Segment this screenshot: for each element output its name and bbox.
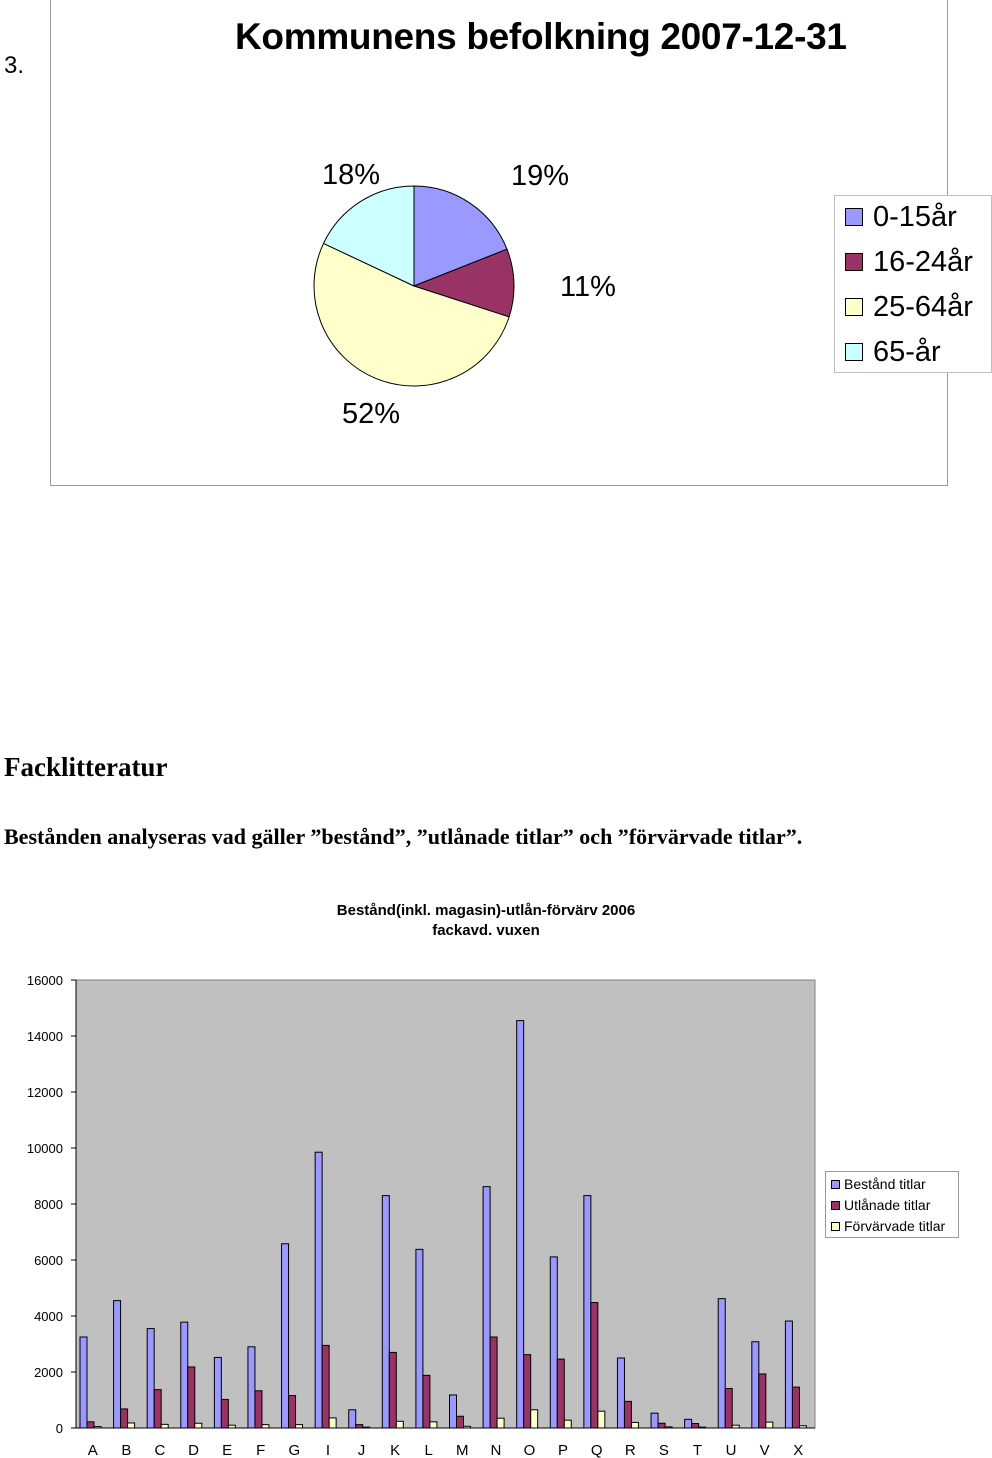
bar-A-Förvärvade titlar: [94, 1427, 101, 1428]
y-tick-label: 10000: [26, 1141, 63, 1156]
bar-V-Utlånade titlar: [759, 1374, 766, 1428]
y-tick-label: 2000: [34, 1365, 63, 1380]
pie-legend-item: [845, 245, 973, 279]
bar-S-Bestånd titlar: [651, 1413, 658, 1428]
bar-B-Bestånd titlar: [114, 1301, 121, 1428]
x-tick-label: U: [725, 1442, 737, 1458]
bar-chart-title-line: Bestånd(inkl. magasin)-utlån-förvärv 2006: [336, 902, 636, 919]
bar-J-Förvärvade titlar: [363, 1427, 370, 1428]
bar-R-Utlånade titlar: [624, 1401, 631, 1428]
bar-I-Bestånd titlar: [315, 1152, 322, 1428]
bar-X-Bestånd titlar: [785, 1321, 792, 1428]
x-tick-label: O: [523, 1442, 536, 1458]
bar-chart: [0, 960, 825, 1458]
bar-legend-item: [831, 1216, 945, 1236]
bar-X-Förvärvade titlar: [799, 1426, 806, 1428]
x-tick-label: P: [558, 1442, 569, 1458]
bar-D-Bestånd titlar: [181, 1322, 188, 1428]
section-number: 3.: [4, 52, 25, 79]
pie-value-label: 11%: [560, 271, 616, 303]
x-tick-label: I: [325, 1442, 331, 1458]
bar-F-Bestånd titlar: [248, 1347, 255, 1428]
bar-P-Bestånd titlar: [550, 1257, 557, 1428]
bar-U-Förvärvade titlar: [732, 1425, 739, 1428]
x-tick-label: M: [456, 1442, 469, 1458]
bar-K-Bestånd titlar: [382, 1196, 389, 1428]
bar-M-Förvärvade titlar: [464, 1426, 471, 1428]
legend-swatch-forvarvade: [831, 1222, 840, 1231]
bar-V-Förvärvade titlar: [766, 1422, 773, 1428]
bar-M-Bestånd titlar: [450, 1395, 457, 1428]
bar-D-Utlånade titlar: [188, 1367, 195, 1428]
bar-U-Bestånd titlar: [718, 1299, 725, 1428]
bar-M-Utlånade titlar: [457, 1416, 464, 1428]
bar-G-Bestånd titlar: [282, 1244, 289, 1428]
pie-legend-label: 0-15år: [873, 200, 957, 233]
bar-G-Utlånade titlar: [289, 1396, 296, 1428]
pie-value-label: 19%: [511, 160, 570, 192]
x-tick-label: Q: [590, 1442, 603, 1458]
legend-swatch-0-15: [845, 208, 863, 226]
section-heading: Facklitteratur: [4, 752, 168, 782]
bar-O-Förvärvade titlar: [531, 1410, 538, 1428]
bar-N-Förvärvade titlar: [497, 1418, 504, 1428]
bar-legend-label: Utlånade titlar: [844, 1197, 931, 1213]
bar-E-Bestånd titlar: [214, 1357, 221, 1428]
y-tick-label: 0: [55, 1421, 63, 1436]
x-tick-label: K: [390, 1442, 401, 1458]
x-tick-label: R: [624, 1442, 636, 1458]
bar-R-Bestånd titlar: [617, 1358, 624, 1428]
bar-chart-title: [0, 901, 972, 941]
bar-U-Utlånade titlar: [725, 1389, 732, 1428]
x-tick-label: T: [692, 1442, 703, 1458]
bar-Q-Bestånd titlar: [584, 1196, 591, 1428]
bar-T-Bestånd titlar: [685, 1419, 692, 1428]
bar-Q-Utlånade titlar: [591, 1303, 598, 1428]
legend-swatch-utlanade: [831, 1201, 840, 1210]
y-tick-label: 12000: [26, 1085, 63, 1100]
pie-chart: [51, 0, 949, 486]
y-tick-label: 4000: [34, 1309, 63, 1324]
y-tick-label: 8000: [34, 1197, 63, 1212]
bar-legend-label: Förvärvade titlar: [844, 1218, 946, 1234]
bar-S-Förvärvade titlar: [665, 1427, 672, 1428]
section-text: Bestånden analyseras vad gäller ”bestånd”, ”utlånade titlar” och ”förvärvade titlar”.: [4, 824, 803, 849]
x-tick-label: S: [658, 1442, 669, 1458]
legend-swatch-65: [845, 343, 863, 361]
legend-swatch-25-64: [845, 298, 863, 316]
x-tick-label: C: [154, 1442, 166, 1458]
x-tick-label: B: [121, 1442, 132, 1458]
bar-G-Förvärvade titlar: [296, 1425, 303, 1428]
x-tick-label: G: [288, 1442, 301, 1458]
y-tick-label: 6000: [34, 1253, 63, 1268]
bar-E-Förvärvade titlar: [228, 1425, 235, 1428]
bar-B-Utlånade titlar: [121, 1409, 128, 1428]
bar-T-Utlånade titlar: [692, 1424, 699, 1428]
bar-D-Förvärvade titlar: [195, 1423, 202, 1428]
legend-swatch-16-24: [845, 253, 863, 271]
bar-T-Förvärvade titlar: [699, 1427, 706, 1428]
bar-P-Utlånade titlar: [557, 1359, 564, 1428]
bar-C-Utlånade titlar: [154, 1390, 161, 1428]
pie-chart-title: Kommunens befolkning 2007-12-31: [235, 16, 847, 57]
pie-value-label: 18%: [322, 159, 381, 191]
bar-X-Utlånade titlar: [792, 1387, 799, 1428]
pie-legend-item: [845, 335, 941, 369]
bar-Q-Förvärvade titlar: [598, 1411, 605, 1428]
bar-N-Bestånd titlar: [483, 1187, 490, 1428]
bar-B-Förvärvade titlar: [128, 1423, 135, 1428]
pie-legend-item: [845, 200, 957, 234]
bar-C-Bestånd titlar: [147, 1329, 154, 1428]
bar-O-Bestånd titlar: [517, 1021, 524, 1428]
bar-legend-item: [831, 1195, 930, 1215]
legend-swatch-bestand: [831, 1180, 840, 1189]
pie-chart-frame: [50, 0, 973, 486]
bar-K-Utlånade titlar: [389, 1352, 396, 1428]
pie-value-label: 52%: [342, 398, 401, 430]
bar-P-Förvärvade titlar: [564, 1420, 571, 1428]
bar-J-Bestånd titlar: [349, 1410, 356, 1428]
bar-I-Förvärvade titlar: [329, 1418, 336, 1428]
x-tick-label: J: [357, 1442, 366, 1458]
y-tick-label: 16000: [26, 973, 63, 988]
bar-N-Utlånade titlar: [490, 1337, 497, 1428]
x-tick-label: N: [490, 1442, 502, 1458]
pie-legend-label: 16-24år: [873, 245, 973, 278]
bar-A-Bestånd titlar: [80, 1337, 87, 1428]
pie-legend-label: 25-64år: [873, 290, 973, 323]
x-tick-label: V: [759, 1442, 770, 1458]
pie-legend-label: 65-år: [873, 335, 941, 368]
bar-J-Utlånade titlar: [356, 1425, 363, 1428]
bar-legend-label: Bestånd titlar: [844, 1176, 926, 1192]
x-tick-label: D: [188, 1442, 199, 1458]
bar-C-Förvärvade titlar: [161, 1424, 168, 1428]
bar-L-Förvärvade titlar: [430, 1422, 437, 1428]
bar-S-Utlånade titlar: [658, 1423, 665, 1428]
bar-A-Utlånade titlar: [87, 1422, 94, 1428]
x-tick-label: L: [424, 1442, 433, 1458]
bar-F-Utlånade titlar: [255, 1391, 262, 1428]
bar-O-Utlånade titlar: [524, 1355, 531, 1428]
bar-I-Utlånade titlar: [322, 1345, 329, 1428]
x-tick-label: E: [222, 1442, 233, 1458]
x-tick-label: F: [256, 1442, 266, 1458]
bar-legend: [825, 1171, 959, 1238]
bar-F-Förvärvade titlar: [262, 1425, 269, 1428]
bar-chart-title-line: fackavd. vuxen: [432, 922, 540, 939]
bar-L-Bestånd titlar: [416, 1249, 423, 1428]
y-tick-label: 14000: [26, 1029, 63, 1044]
pie-legend: [834, 195, 992, 373]
bar-V-Bestånd titlar: [752, 1342, 759, 1428]
x-tick-label: A: [87, 1442, 98, 1458]
bar-E-Utlånade titlar: [221, 1399, 228, 1428]
bar-R-Förvärvade titlar: [631, 1422, 638, 1428]
x-tick-label: X: [793, 1442, 804, 1458]
bar-L-Utlånade titlar: [423, 1375, 430, 1428]
bar-K-Förvärvade titlar: [396, 1421, 403, 1428]
bar-legend-item: [831, 1174, 926, 1194]
pie-legend-item: [845, 290, 973, 324]
